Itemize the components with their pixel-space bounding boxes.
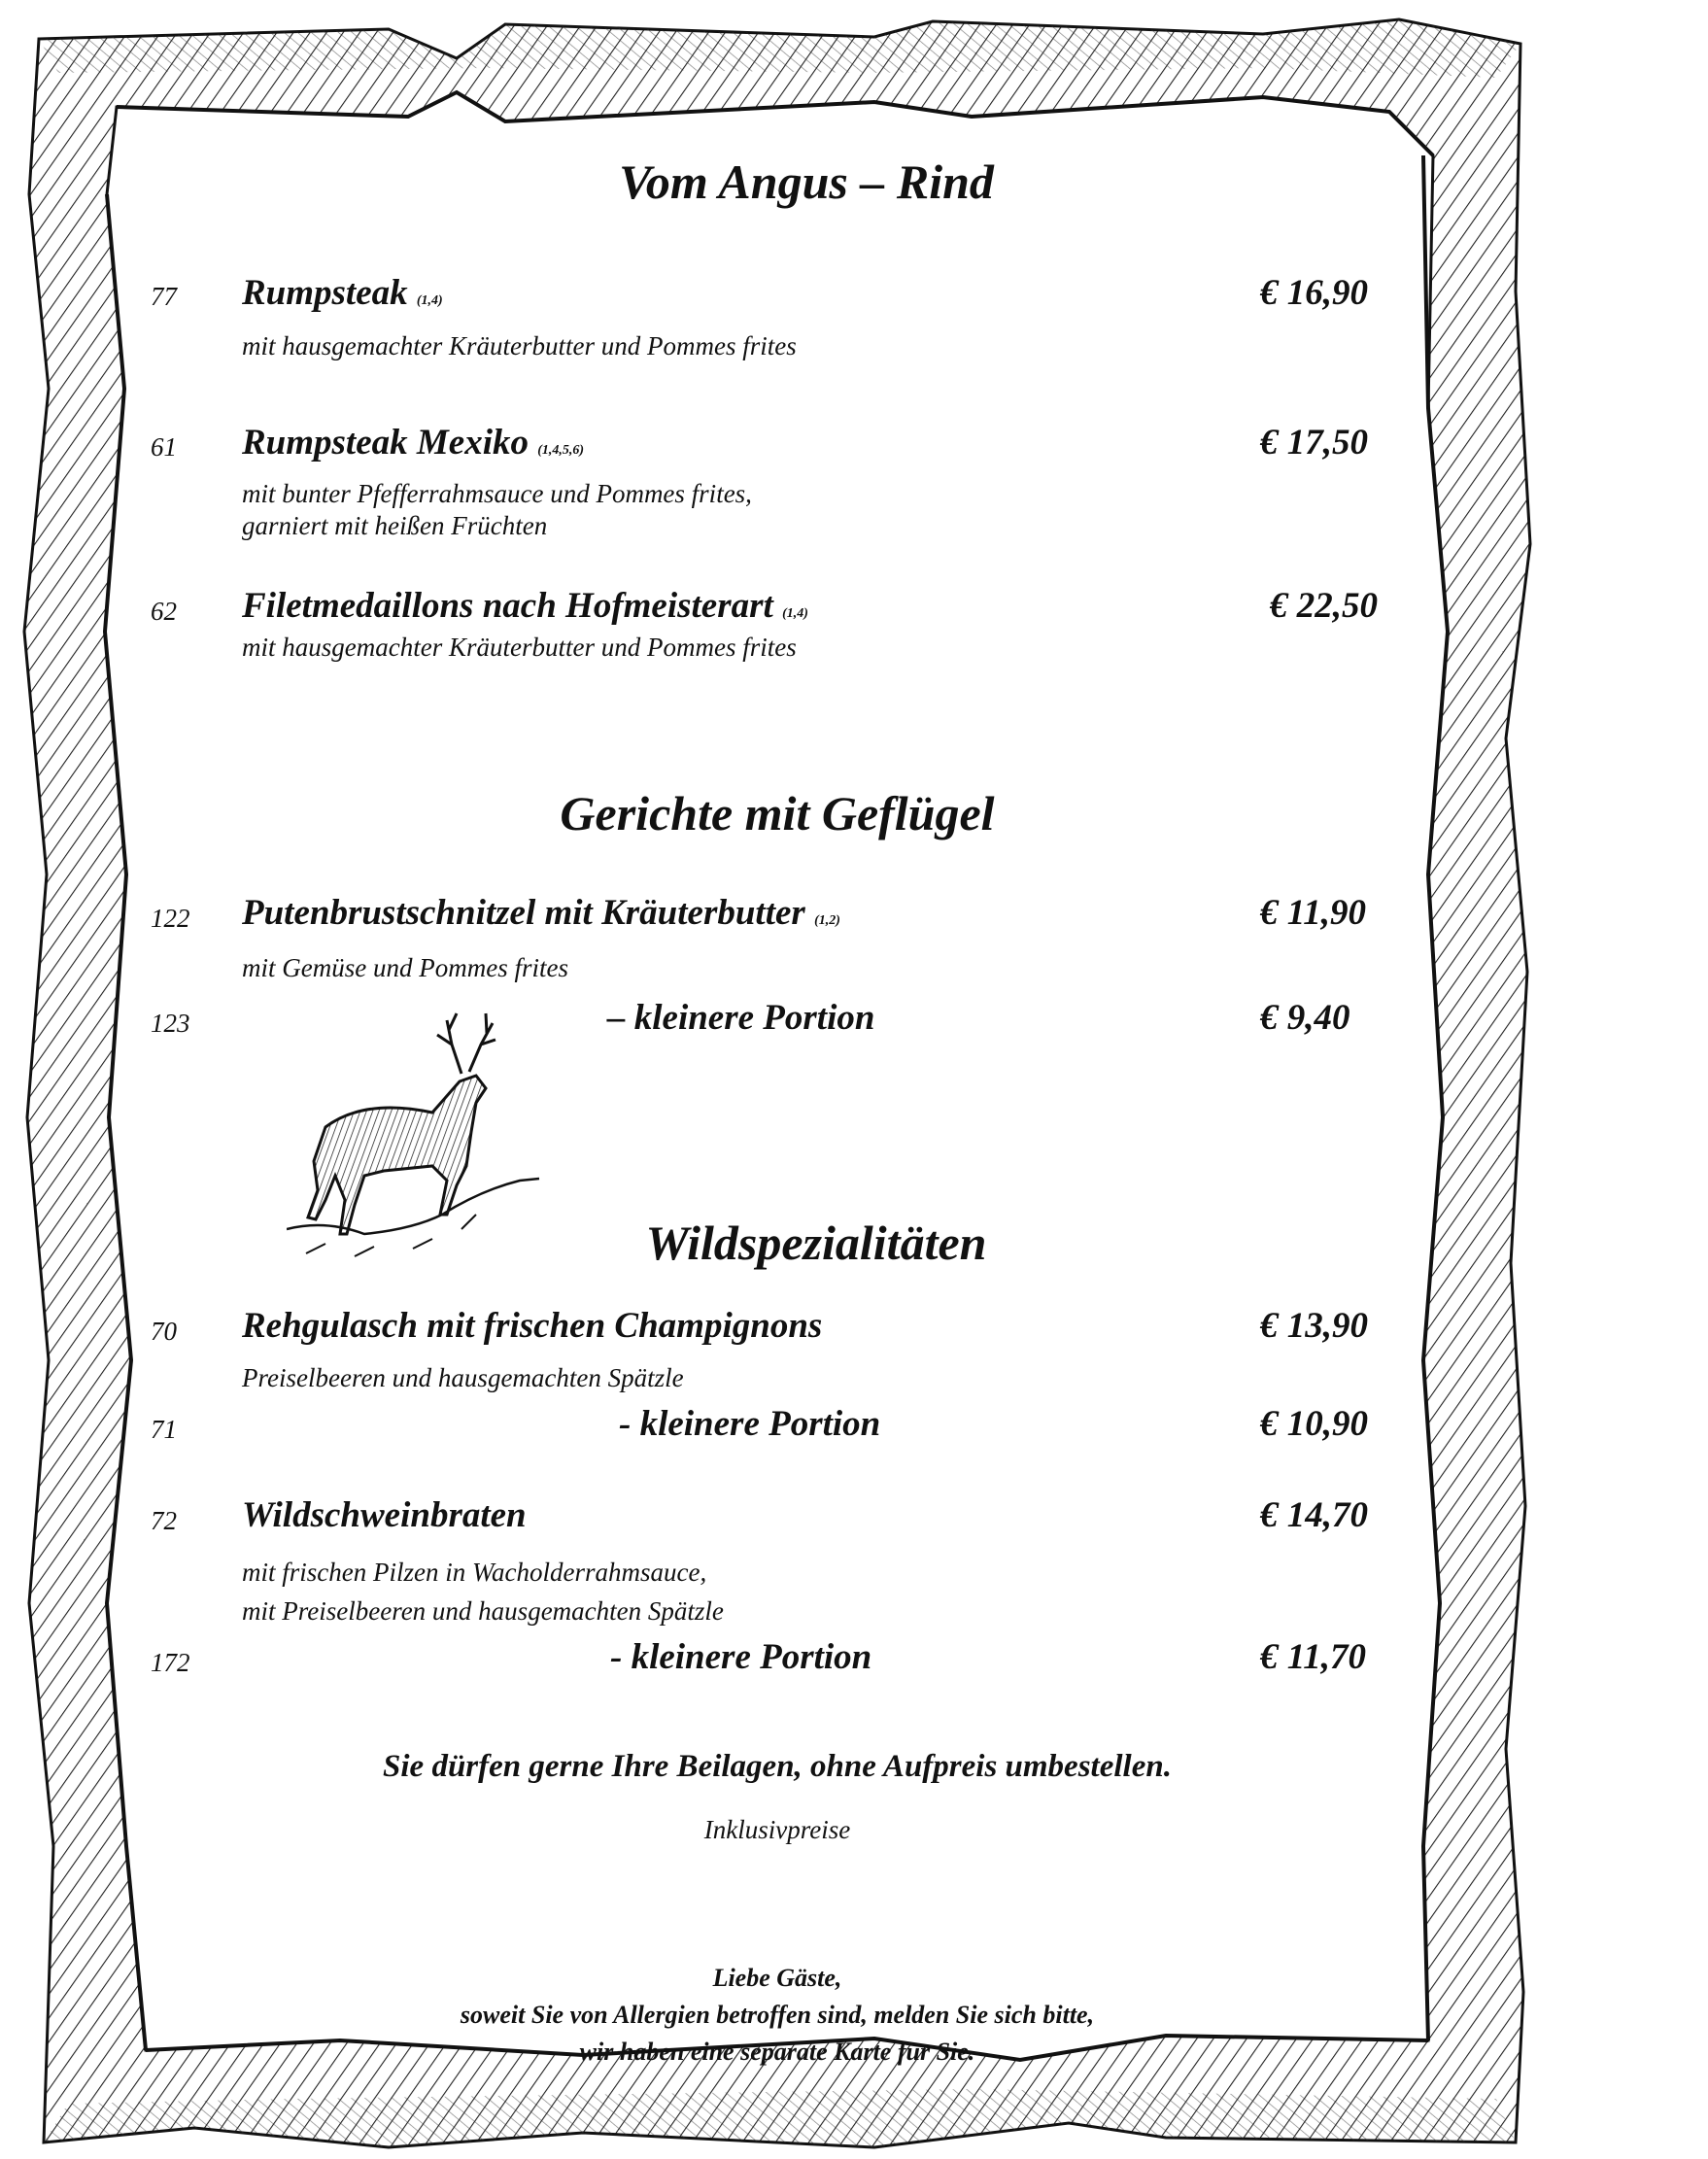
item-description: Preiselbeeren und hausgemachten Spätzle — [242, 1363, 684, 1392]
side-dish-notice: Sie dürfen gerne Ihre Beilagen, ohne Aufpreis umbestellen. — [383, 1749, 1172, 1784]
item-name: Rumpsteak (1,4) — [242, 273, 443, 313]
item-description: garniert mit heißen Früchten — [242, 511, 548, 540]
section-title-angus: Vom Angus – Rind — [619, 154, 994, 209]
item-name: Rumpsteak Mexiko (1,4,5,6) — [242, 423, 585, 463]
section-title-game: Wildspezialitäten — [645, 1216, 987, 1270]
item-number: 72 — [151, 1506, 177, 1535]
item-number: 122 — [151, 904, 190, 933]
item-price: € 17,50 — [1260, 423, 1368, 463]
item-description: mit hausgemachter Kräuterbutter und Pommes frites — [242, 331, 797, 360]
item-price: € 22,50 — [1270, 586, 1378, 626]
item-number: 172 — [151, 1648, 190, 1677]
allergen-codes: (1,4) — [416, 293, 443, 308]
item-number: 123 — [151, 1009, 190, 1038]
item-number: 77 — [151, 282, 177, 311]
item-price: € 10,90 — [1260, 1404, 1368, 1444]
item-name: Putenbrustschnitzel mit Kräuterbutter (1,2) — [242, 893, 840, 933]
item-description: mit hausgemachter Kräuterbutter und Pommes frites — [242, 633, 797, 662]
item-name: Filetmedaillons nach Hofmeisterart (1,4) — [242, 586, 808, 626]
section-title-poultry: Gerichte mit Geflügel — [560, 786, 995, 840]
item-description: mit frischen Pilzen in Wacholderrahmsauce, — [242, 1558, 707, 1587]
allergen-codes: (1,4,5,6) — [537, 443, 585, 458]
item-description: mit Preiselbeeren und hausgemachten Spätzle — [242, 1596, 724, 1626]
item-price: € 11,90 — [1260, 893, 1366, 933]
item-description: mit bunter Pfefferrahmsauce und Pommes frites, — [242, 479, 752, 508]
allergen-codes: (1,2) — [814, 913, 840, 928]
item-number: 62 — [151, 597, 177, 626]
item-name: Rehgulasch mit frischen Champignons — [242, 1306, 823, 1346]
allergy-footer-line: wir haben eine separate Karte für Sie. — [579, 2038, 975, 2066]
allergen-codes: (1,4) — [782, 606, 808, 621]
item-price: € 14,70 — [1260, 1495, 1368, 1535]
allergy-footer-line: soweit Sie von Allergien betroffen sind, melden Sie sich bitte, — [460, 2001, 1095, 2029]
item-name: - kleinere Portion — [610, 1637, 872, 1677]
item-price: € 9,40 — [1260, 998, 1350, 1038]
allergy-footer-line: Liebe Gäste, — [712, 1964, 842, 1992]
item-number: 70 — [151, 1317, 177, 1346]
item-name: Wildschweinbraten — [242, 1495, 527, 1535]
item-price: € 11,70 — [1260, 1637, 1366, 1677]
item-number: 71 — [151, 1415, 177, 1444]
item-description: mit Gemüse und Pommes frites — [242, 953, 568, 982]
item-price: € 13,90 — [1260, 1306, 1368, 1346]
item-number: 61 — [151, 432, 177, 462]
inclusive-prices-note: Inklusivpreise — [703, 1815, 851, 1844]
item-price: € 16,90 — [1260, 273, 1368, 313]
item-name: – kleinere Portion — [607, 998, 875, 1038]
item-name: - kleinere Portion — [619, 1404, 881, 1444]
